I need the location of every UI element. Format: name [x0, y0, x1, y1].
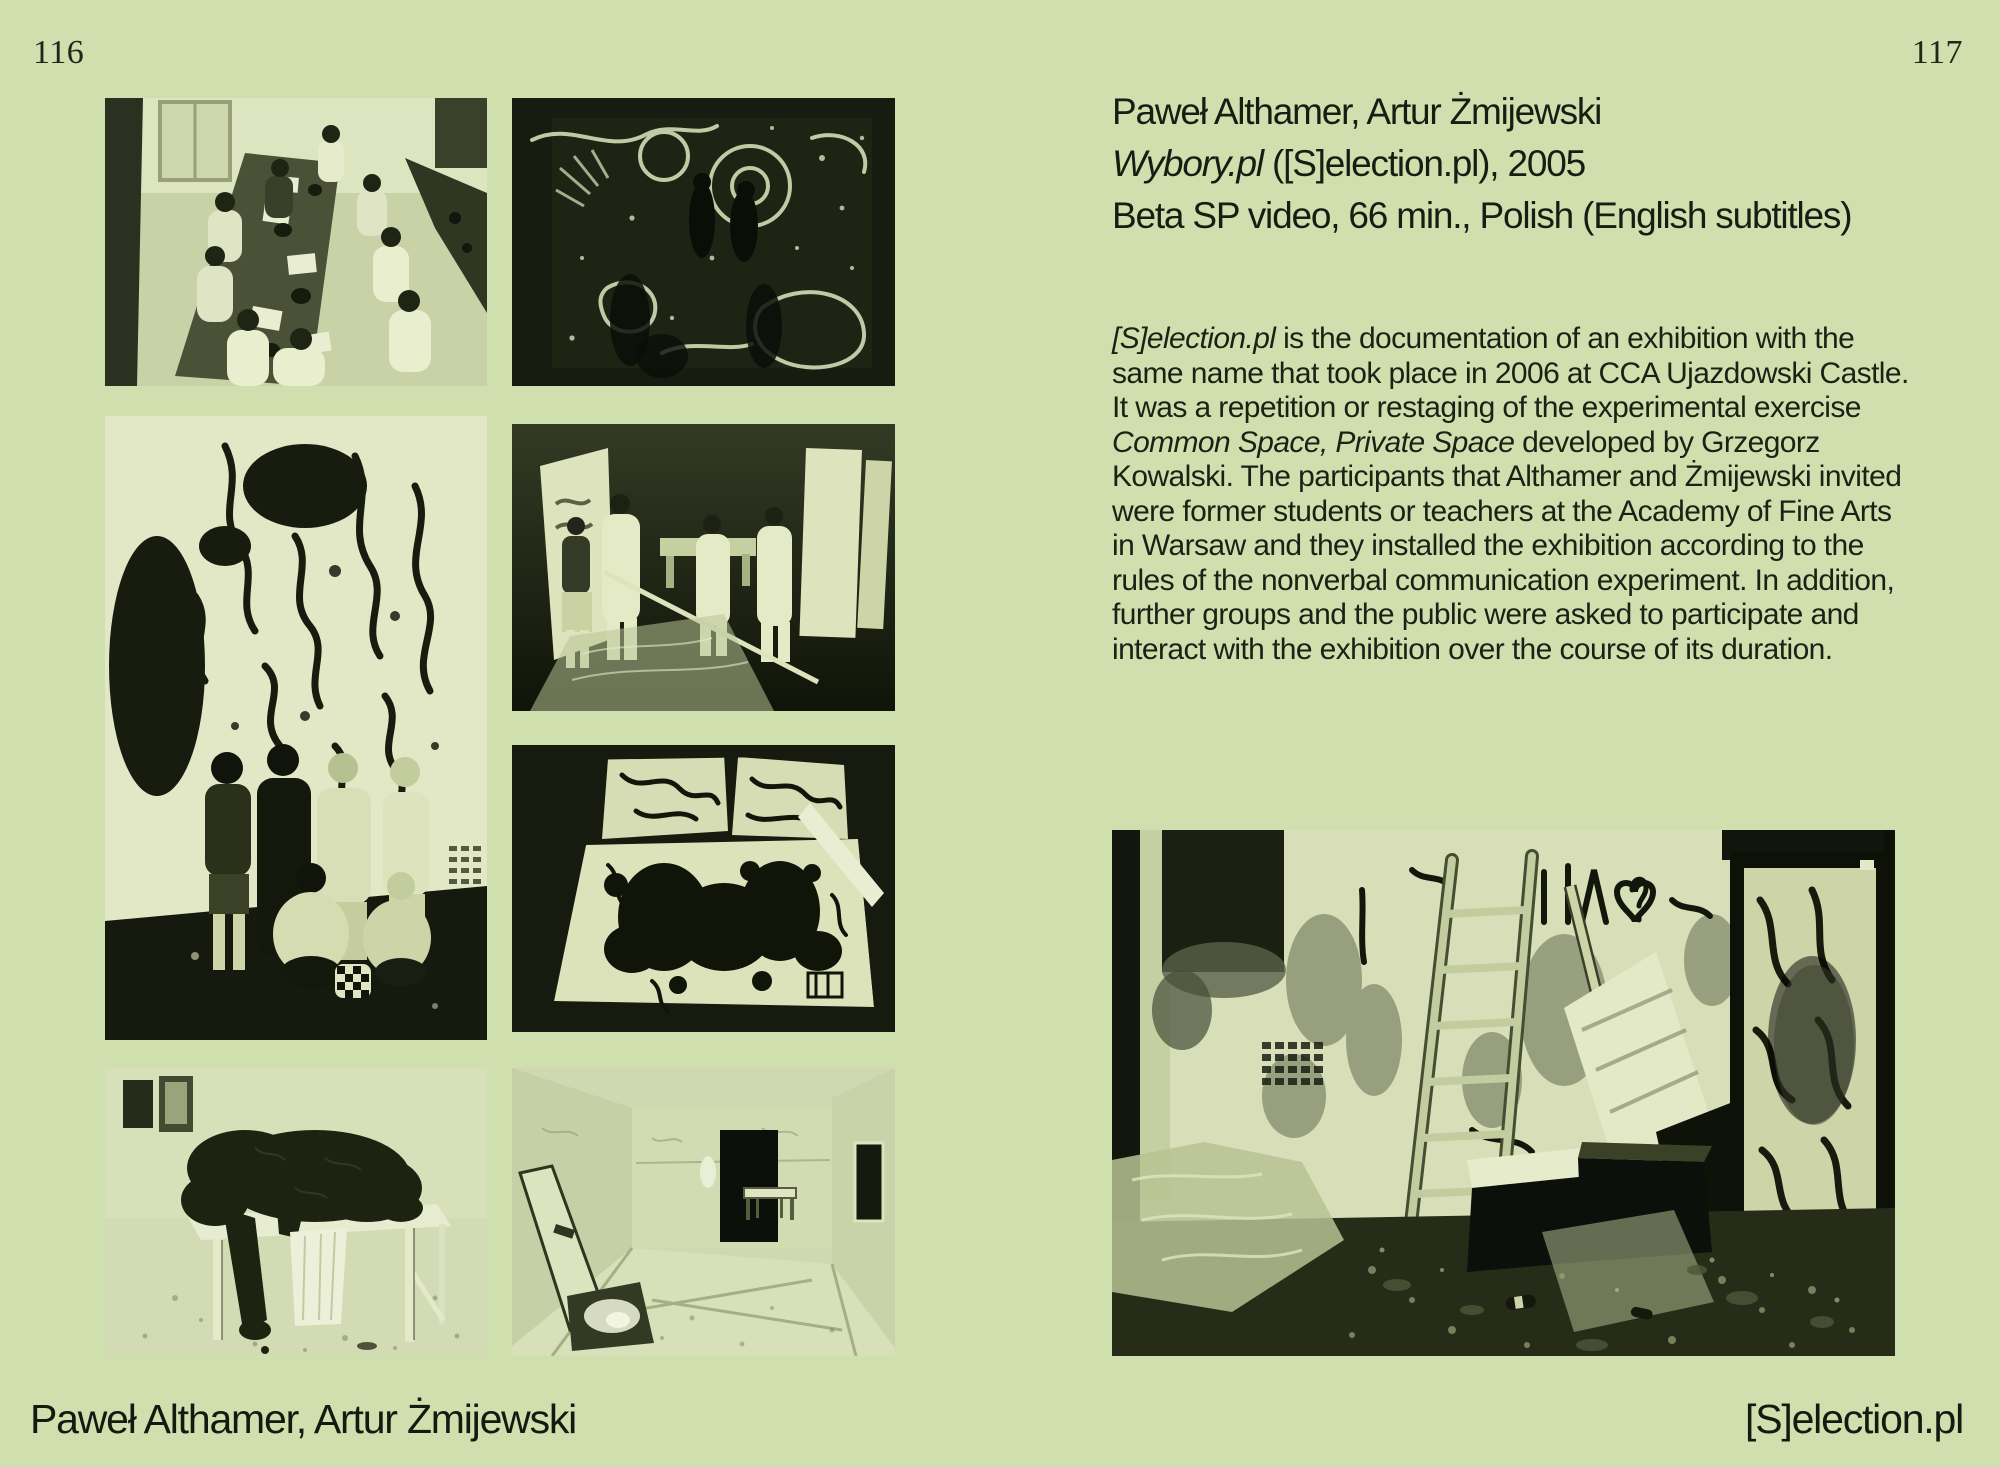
photo-white-suits [512, 424, 895, 711]
page-number-right: 117 [1911, 34, 1963, 71]
description-text-1: is the documentation of an exhibition with the same name that took place in 2006 at CCA Ujazdowski Castle. It was a repetition or restaging of the experimental exercise [1112, 322, 1909, 424]
photo-floor-drawings [512, 98, 895, 386]
heading-title-italic: Wybory.pl [1112, 143, 1263, 184]
photo-empty-room [512, 1068, 895, 1356]
photo-gorilla-table [105, 1068, 487, 1356]
description-text-2: developed by Grzegorz Kowalski. The participants that Althamer and Żmijewski invited were former students or teachers at the Academy of Fine Arts in Warsaw and they installed the exhibition according to the rules of the nonverbal communication experiment. In addition, further groups and the public were asked to participate and interact with the exhibition over the course of its duration. [1112, 425, 1902, 666]
work-heading [1112, 86, 1851, 242]
left-page-footer: Paweł Althamer, Artur Żmijewski [30, 1396, 577, 1442]
photo-paintings-floor [512, 745, 895, 1032]
heading-medium: Beta SP video, 66 min., Polish (English subtitles) [1112, 195, 1852, 236]
description-mid-title: Common Space, Private Space [1112, 425, 1515, 459]
heading-artists: Paweł Althamer, Artur Żmijewski [1112, 91, 1602, 132]
heading-title-line [1112, 138, 1851, 190]
photo-group-portrait [105, 416, 487, 1040]
description-paragraph [1112, 322, 1918, 667]
description-lead-title: [S]election.pl [1112, 322, 1276, 355]
page-number-left: 116 [33, 34, 85, 71]
right-page-footer: [S]election.pl [1745, 1396, 1963, 1442]
heading-title-rest: ([S]election.pl), 2005 [1262, 143, 1585, 184]
photo-workshop-table [105, 98, 487, 386]
photo-exhibition-room [1112, 830, 1895, 1356]
